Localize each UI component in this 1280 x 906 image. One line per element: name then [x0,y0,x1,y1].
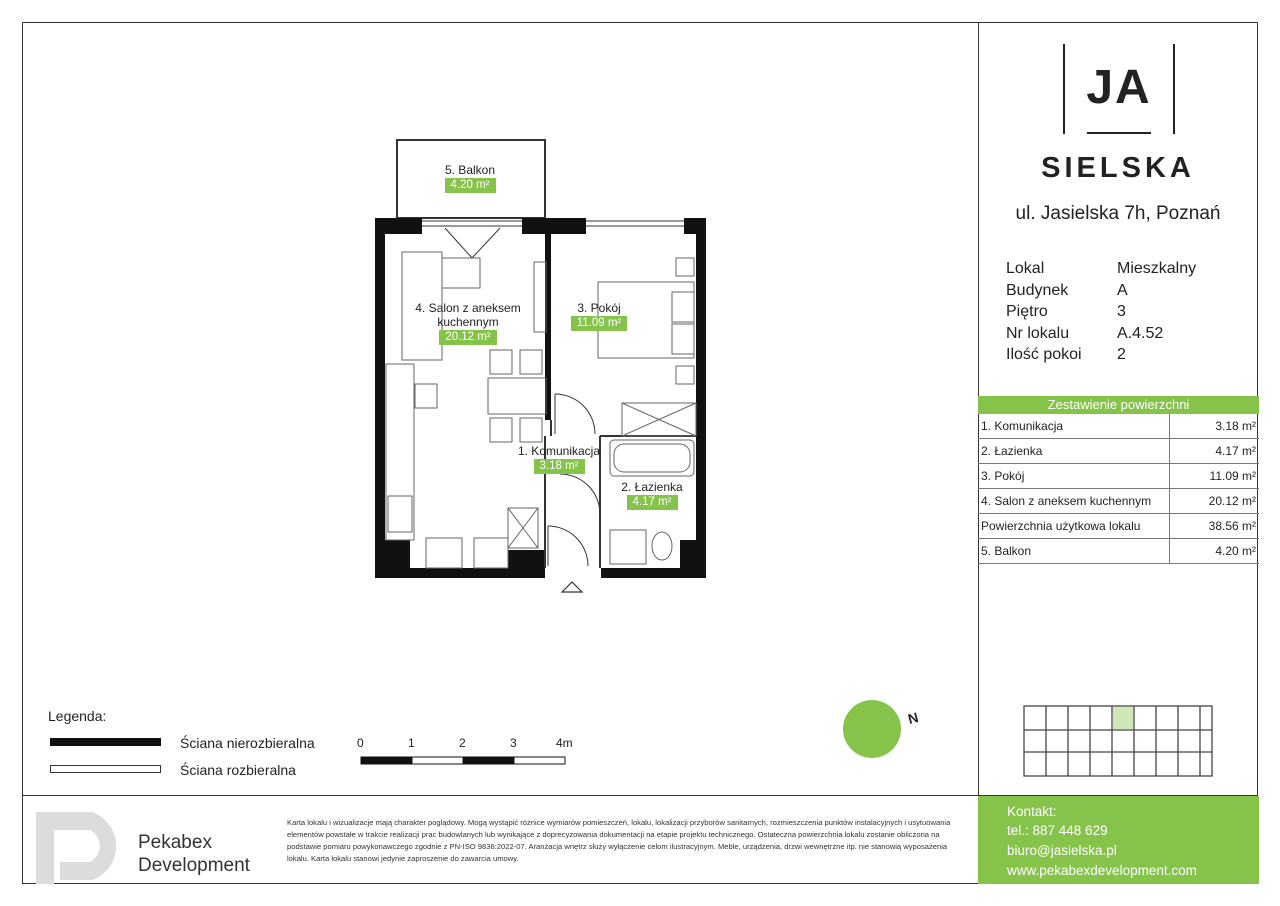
sielska-logo [1063,44,1175,134]
info-key: Ilość pokoi [1006,346,1082,363]
contact-phone[interactable]: tel.: 887 448 629 [1007,823,1108,838]
address: ul. Jasielska 7h, Poznań [1015,203,1221,224]
info-key: Budynek [1006,281,1069,299]
area-table [978,396,1259,564]
row-name: 1. Komunikacja [978,414,1170,438]
scale-label: 2 [459,736,466,750]
room-area-badge: 20.12 m² [439,330,496,345]
row-name: 2. Łazienka [978,439,1170,463]
developer-name [138,831,250,877]
row-area: 4.20 m² [1215,544,1256,558]
info-row [1006,344,1196,366]
room-name: 3. Pokój [577,301,621,315]
developer-name-line2: Development [138,855,250,876]
info-row [1006,323,1196,345]
info-key: Nr lokalu [1006,324,1070,342]
apartment-info [1006,258,1196,366]
pekabex-logo [36,812,116,884]
legend-removable-label: Ściana rozbieralna [180,762,296,778]
room-name: 5. Balkon [444,163,496,177]
room-name: 4. Salon z aneksem [415,301,521,315]
load-bearing-walls [375,218,706,578]
contact-website[interactable]: www.pekabexdevelopment.com [1007,863,1197,878]
table-row-total [978,514,1259,539]
info-value: Mieszkalny [1117,260,1197,277]
room-area-badge: 11.09 m² [571,316,628,331]
table-row [978,539,1259,564]
logo-name: SIELSKA [1041,152,1195,184]
north-label: N [906,708,921,728]
info-row [1006,280,1196,302]
scale-label: 0 [357,736,364,750]
room-pokoj [556,301,642,331]
room-balkon [405,163,535,193]
room-name: 1. Komunikacja [517,444,601,458]
area-table-title: Zestawienie powierzchni [978,396,1259,414]
room-area-badge: 3.18 m² [534,459,585,474]
info-value: 3 [1117,303,1126,320]
legend-load-bearing-label: Ściana nierozbieralna [180,735,315,751]
info-value: A [1117,281,1128,299]
key-plan-highlight [1113,707,1133,729]
info-value: A.4.52 [1117,324,1164,342]
legend-load-bearing-swatch [50,738,161,746]
table-row [978,414,1259,439]
contact-title: Kontakt: [1007,804,1057,819]
doors [445,228,600,566]
row-name: 3. Pokój [978,464,1170,488]
table-row [978,439,1259,464]
contact-email[interactable]: biuro@jasielska.pl [1007,843,1117,858]
developer-name-line1: Pekabex [138,832,212,853]
scale-label: 1 [408,736,415,750]
row-area: 11.09 m² [1209,469,1256,483]
row-area: 38.56 m² [1208,519,1256,533]
row-area: 4.17 m² [1215,444,1256,458]
info-value: 2 [1117,346,1126,363]
info-row [1006,301,1196,323]
info-row [1006,258,1196,280]
row-area: 3.18 m² [1215,419,1256,433]
disclaimer: Karta lokalu i wizualizacje mają charakter poglądowy. Mogą wystąpić różnice wymiarów pomieszczeń, lokalu, lokalizacji przyborów sanitarnych, rozmieszczenia punktów instalacyjnych i usytuowania elementów powstałe w trakcie realizacji prac budowlanych lub wynikające z doprecyzowania dokumentacji na etapie projektu technicznego. Ostateczna powierzchnia lokalu zostanie obliczona na podstawie pomiaru powykonawczego zgodnie z PN-ISO 9836:2022-07. Aranżacja wnętrz służy wyłączenie celom ilustracyjnym. Meble, urządzenia, drzwi wewnętrzne itp. nie stanowią wyposażenia lokalu. Karta lokalu stanowi jedynie zaproszenie do zawarcia umowy. [287,818,951,863]
info-key: Piętro [1006,303,1048,320]
row-area: 20.12 m² [1208,494,1256,508]
room-salon [400,301,536,345]
scale-label: 4m [556,736,573,750]
info-key: Lokal [1006,260,1045,277]
legend-title: Legenda: [48,708,107,724]
logo-mark: JA [1086,61,1152,114]
table-row [978,489,1259,514]
legend-removable-swatch [50,765,161,773]
room-name: 2. Łazienka [621,480,683,494]
table-row [978,464,1259,489]
entrance-arrow [562,582,582,592]
room-name-continued: kuchennym [437,315,499,329]
room-area-badge: 4.17 m² [627,495,678,510]
north-compass [843,700,901,758]
furniture [386,252,696,568]
scale-label: 3 [510,736,517,750]
contact-box [978,796,1259,884]
scale-bar [361,757,565,764]
room-komunikacja [510,444,608,474]
room-lazienka [612,480,692,510]
row-name: 4. Salon z aneksem kuchennym [978,489,1170,513]
row-name: Powierzchnia użytkowa lokalu [978,514,1170,538]
room-area-badge: 4.20 m² [445,178,496,193]
row-name: 5. Balkon [978,539,1170,563]
